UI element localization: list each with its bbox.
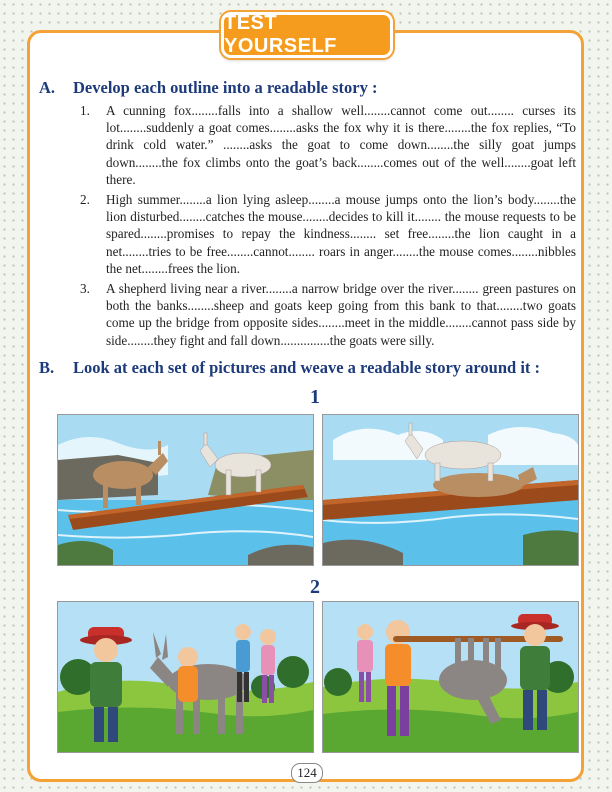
item-number: 3. — [80, 281, 90, 296]
page-number: 124 — [291, 763, 323, 783]
item-text: A shepherd living near a river........a narrow bridge over the river........ green pastures on both the banks........sheep and goats keep going from this bank to that........two goats come up the bridge from opposite sides........meet in the middle........cannot pass side by side........they fight and fall down...............the goats were silly. — [106, 281, 576, 348]
section-a-title: Develop each outline into a readable story : — [73, 78, 378, 97]
section-b-heading — [39, 358, 540, 378]
section-a-letter: A. — [39, 78, 56, 97]
illustration-goats-meeting-on-bridge — [57, 414, 314, 566]
outline-item-3 — [80, 280, 576, 350]
illustration-goats-fallen-on-bridge — [322, 414, 579, 566]
page-title: TEST YOURSELF — [221, 12, 393, 58]
section-a-heading — [39, 78, 377, 98]
picture-set-1-label: 1 — [310, 386, 320, 408]
item-text: High summer........a lion lying asleep........a mouse jumps onto the lion’s body........the lion disturbed........catches the mouse........decides to kill it........ the mouse requests to be spared........promises to repay the kindness........ set free........the lion caught in a net........tries to be free........cannot........ roars in anger........the mouse comes........nibbles the net........frees the lion. — [106, 192, 576, 276]
illustration-carrying-donkey-on-pole — [322, 601, 579, 753]
item-number: 1. — [80, 103, 90, 118]
outline-item-2 — [80, 191, 576, 276]
item-number: 2. — [80, 192, 90, 207]
picture-set-2-label: 2 — [310, 576, 320, 598]
illustration-man-with-donkey — [57, 601, 314, 753]
section-b-letter: B. — [39, 358, 55, 377]
outline-item-1 — [80, 102, 576, 187]
section-b-title: Look at each set of pictures and weave a readable story around it : — [73, 358, 541, 377]
item-text: A cunning fox........falls into a shallow well........cannot come out........ curses its lot........suddenly a goat comes........asks the fox why it is there........the fox replies, “To drink cold water.” ........asks the goat to come down........the silly goat jumps down........the fox climbs onto the goat’s back........comes out of the well........goat left there. — [106, 103, 576, 187]
